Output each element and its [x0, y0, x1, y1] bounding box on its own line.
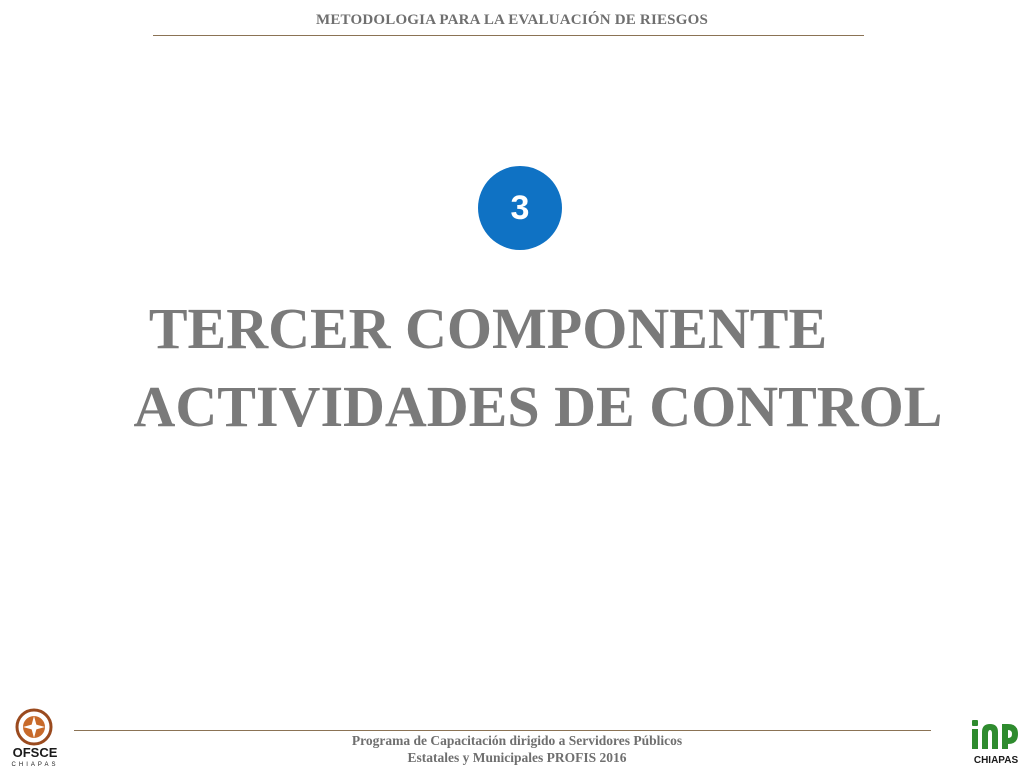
- footer-line-2: Estatales y Municipales PROFIS 2016: [407, 750, 627, 765]
- header-divider: [153, 35, 864, 36]
- svg-text:OFSCE: OFSCE: [12, 745, 58, 760]
- iap-logo-icon: [968, 712, 1024, 768]
- footer-divider: [74, 730, 931, 731]
- section-number-badge: [478, 166, 562, 250]
- svg-text:CHIAPAS: CHIAPAS: [973, 755, 1019, 766]
- section-title-line-2: ACTIVIDADES DE CONTROL: [133, 374, 943, 439]
- ofsce-logo-icon: [4, 706, 66, 768]
- header-title: METODOLOGIA PARA LA EVALUACIÓN DE RIESGOS: [315, 12, 709, 28]
- footer-line-1: Programa de Capacitación dirigido a Servidores Públicos: [351, 733, 683, 748]
- svg-text:CHIAPAS: CHIAPAS: [11, 762, 59, 768]
- section-title-line-1: TERCER COMPONENTE: [148, 296, 828, 361]
- section-number: 3: [510, 188, 530, 227]
